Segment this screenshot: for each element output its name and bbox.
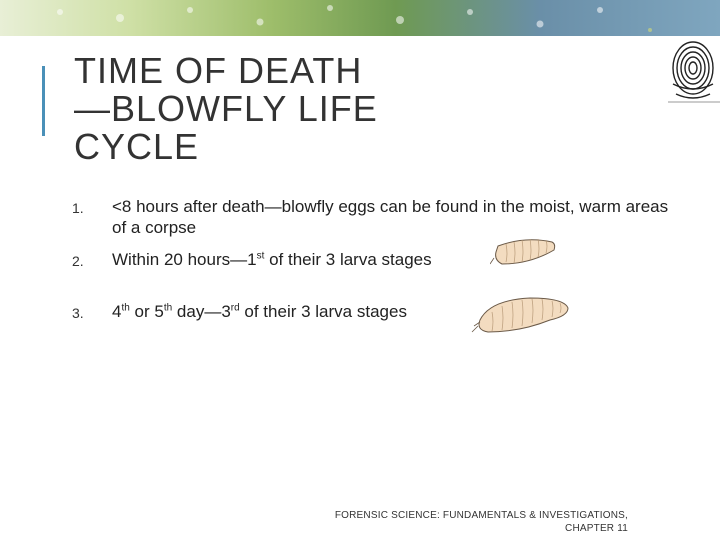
footer-line: CHAPTER 11 xyxy=(565,523,628,534)
item-number: 2. xyxy=(72,253,84,269)
slide-footer xyxy=(330,509,628,535)
item-text-part: day—3 xyxy=(172,302,231,321)
item-text-part: 4 xyxy=(112,302,122,321)
banner-dots xyxy=(0,0,720,36)
fingerprint-icon xyxy=(668,34,718,102)
title-line: CYCLE xyxy=(74,126,200,167)
title-line: TIME OF DEATH xyxy=(74,50,363,91)
ordinal-suffix: st xyxy=(256,250,265,262)
ordinal-suffix: th xyxy=(121,302,130,314)
item-text-part: Within 20 hours—1 xyxy=(112,250,257,269)
header-banner xyxy=(0,0,720,36)
item-text: <8 hours after death—blowfly eggs can be found in the moist, warm areas of a corpse xyxy=(112,197,669,237)
item-text-part: of their 3 larva stages xyxy=(239,302,407,321)
fingerprint-underline xyxy=(668,100,720,104)
title-accent-bar xyxy=(42,66,45,136)
item-number: 3. xyxy=(72,305,84,321)
larva-large-image xyxy=(470,290,574,338)
item-text-part: of their 3 larva stages xyxy=(264,250,432,269)
item-number: 1. xyxy=(72,200,84,216)
item-text-part: or 5 xyxy=(129,302,164,321)
larva-small-image xyxy=(490,234,560,274)
ordinal-suffix: rd xyxy=(230,302,240,314)
title-line: —BLOWFLY LIFE xyxy=(74,88,378,129)
slide-title xyxy=(74,52,378,166)
item-text xyxy=(112,249,672,270)
item-text xyxy=(112,301,672,322)
footer-line: FORENSIC SCIENCE: FUNDAMENTALS & INVESTIGATIONS, xyxy=(334,510,628,521)
ordinal-suffix: th xyxy=(163,302,173,314)
